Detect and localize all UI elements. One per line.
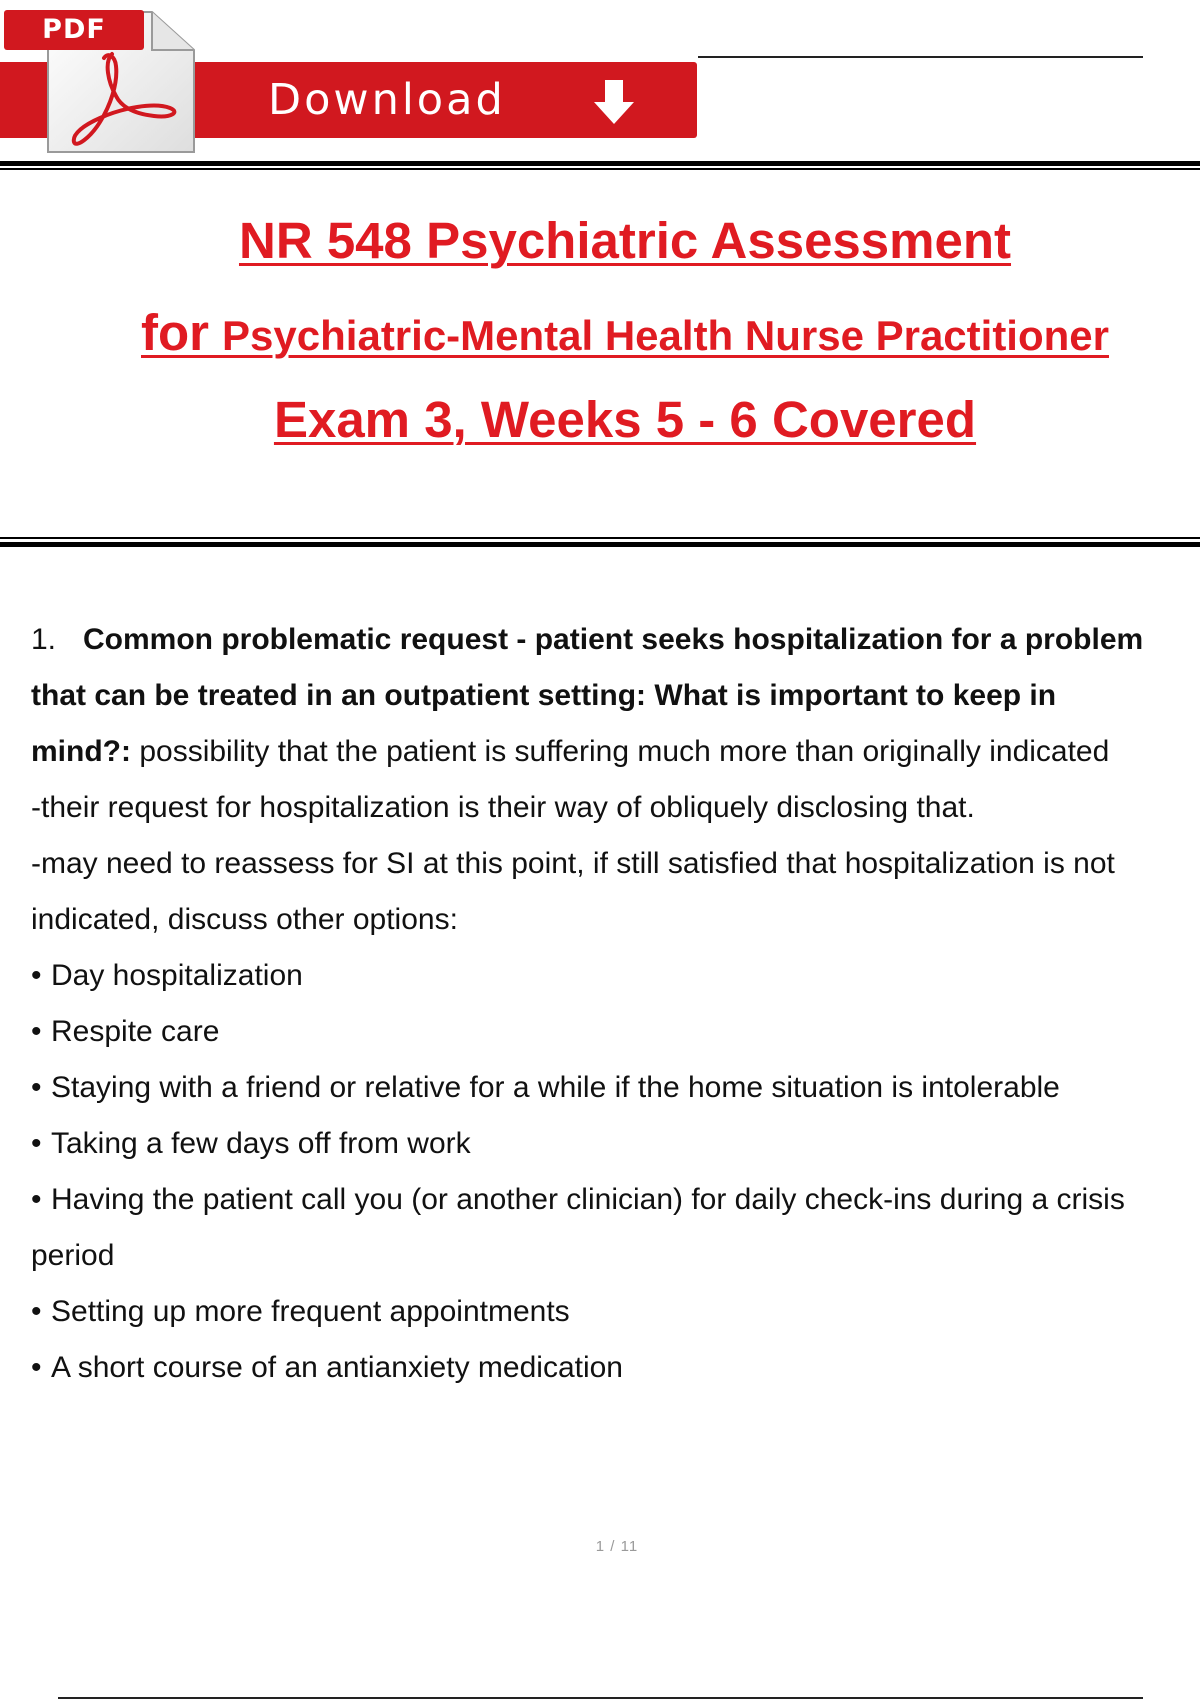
answer-line-5: -may need to reassess for SI at this point, if still satisfied that hospitalization is not [31,847,1115,880]
download-button-label[interactable]: Download [268,75,506,125]
answer-line-3: mind?: possibility that the patient is suffering much more than originally indicated [31,735,1110,768]
document-title-line-3: Exam 3, Weeks 5 - 6 Covered [273,391,977,448]
question-text: Common problematic request - patient seeks hospitalization for a problem [83,623,1144,656]
list-item-continuation: period [31,1239,115,1272]
page-indicator: 1 / 11 [595,1538,639,1555]
header-rule-top-thick [0,161,1200,166]
list-item: • Taking a few days off from work [31,1127,471,1160]
header-rule-bottom-thin [0,537,1200,539]
header-divider-short [698,56,1143,58]
pdf-tag-label: PDF [42,14,106,45]
header-rule-top-thin [0,168,1200,170]
list-item: • Day hospitalization [31,959,303,992]
footer-divider [58,1697,1143,1699]
header-rule-bottom-thick [0,542,1200,547]
list-item: • Having the patient call you (or another clinician) for daily check-ins during a crisis [31,1183,1125,1216]
list-item: • Setting up more frequent appointments [31,1295,570,1328]
answer-line-4: -their request for hospitalization is their way of obliquely disclosing that. [31,791,975,824]
list-item: • A short course of an antianxiety medication [31,1351,623,1384]
answer-line-6: indicated, discuss other options: [31,903,458,936]
list-item: • Respite care [31,1015,220,1048]
document-title-line-1: NR 548 Psychiatric Assessment [238,212,1012,269]
document-title-line-2: for Psychiatric-Mental Health Nurse Practitioner [141,304,1109,361]
question-line-2: that can be treated in an outpatient setting: What is important to keep in [31,679,1057,712]
question-block [31,612,1200,1396]
list-item: • Staying with a friend or relative for a while if the home situation is intolerable [31,1071,1060,1104]
question-line-1 [31,612,1200,668]
question-number: 1. [31,623,57,656]
download-arrow-icon[interactable] [588,76,640,128]
